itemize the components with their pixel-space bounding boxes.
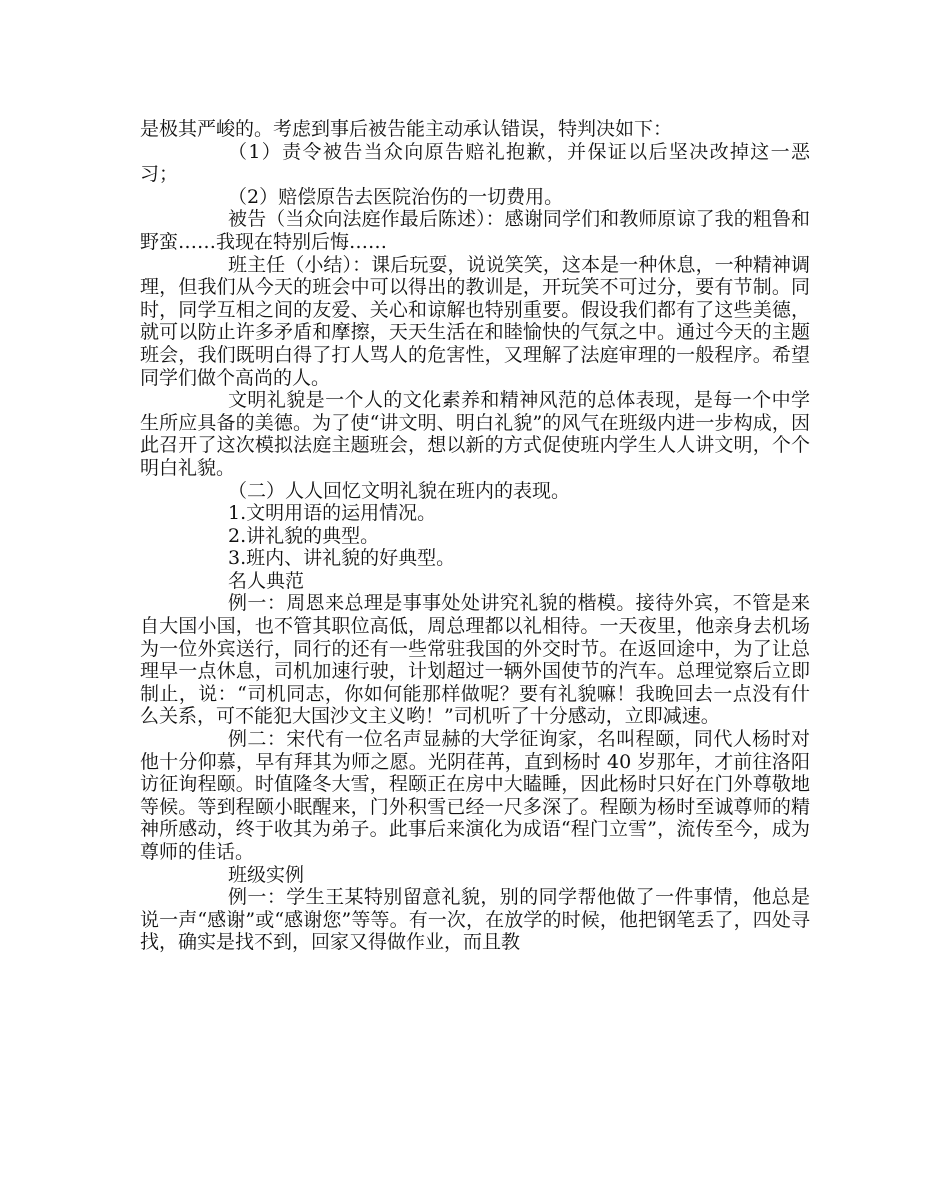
paragraph-teacher-summary: 班主任（小结）：课后玩耍，说说笑笑，这本是一种休息，一种精神调理，但我们从今天的班会中可以得出的教训是，开玩笑不可过分，要有节制。同时，同学互相之间的友爱、关心和谅解也特别重要。假设我们都有了这些美德，就可以防止许多矛盾和摩擦，天天生活在和睦愉快的气氛之中。通过今天的主题班会，我们既明白得了打人骂人的危害性，又理解了法庭审理的一般程序。希望同学们做个高尚的人。	[140, 253, 810, 389]
paragraph-ruling-2: （2）赔偿原告去医院治伤的一切费用。	[228, 185, 564, 208]
heading-class-examples: 班级实例	[228, 863, 305, 886]
paragraph-example-student-wang: 例一：学生王某特别留意礼貌，别的同学帮他做了一件事情，他总是说一声“感谢”或“感谢您”等等。有一次，在放学的时候，他把钢笔丢了，四处寻找，确实是找不到，回家又得做作业，而且教	[140, 886, 810, 954]
list-item: 1.文明用语的运用情况。	[228, 502, 437, 525]
paragraph-ruling-1: （1）责令被告当众向原告赔礼抱歉，并保证以后坚决改掉这一恶习；	[140, 140, 810, 186]
paragraph-judgment-intro: 是极其严峻的。考虑到事后被告能主动承认错误，特判决如下：	[140, 118, 673, 140]
paragraph-section-two-heading: （二）人人回忆文明礼貌在班内的表现。	[228, 479, 571, 502]
list-item: 2.讲礼貌的典型。	[228, 524, 380, 547]
heading-famous-examples: 名人典范	[228, 569, 305, 592]
paragraph-civility-purpose: 文明礼貌是一个人的文化素养和精神风范的总体表现，是每一个中学生所应具备的美德。为了使“讲文明、明白礼貌”的风气在班级内进一步构成，因此召开了这次模拟法庭主题班会，想以新的方式促使班内学生人人讲文明，个个明白礼貌。	[140, 389, 810, 479]
paragraph-defendant-statement: 被告（当众向法庭作最后陈述）：感谢同学们和教师原谅了我的粗鲁和野蛮……我现在特别后悔……	[140, 208, 810, 253]
list-item: 3.班内、讲礼貌的好典型。	[228, 547, 456, 570]
paragraph-example-zhou-enlai: 例一：周恩来总理是事事处处讲究礼貌的楷模。接待外宾，不管是来自大国小国，也不管其职位高低，周总理都以礼相待。一天夜里，他亲身去机场为一位外宾送行，同行的还有一些常驻我国的外交时节。在返回途中，为了让总理早一点休息，司机加速行驶，计划超过一辆外国使节的汽车。总理觉察后立即制止，说：“司机同志，你如何能那样做呢？要有礼貌嘛！我晚回去一点没有什么关系，可不能犯大国沙文主义哟！”司机听了十分感动，立即减速。	[140, 592, 810, 728]
paragraph-example-cheng-yi: 例二：宋代有一位名声显赫的大学征询家，名叫程颐，同代人杨时对他十分仰慕，早有拜其为师之愿。光阴荏苒，直到杨时 40 岁那年，才前往洛阳访征询程颐。时值隆冬大雪，程颐正在房中大瞌睡，因此杨时只好在门外尊敬地等候。等到程颐小眠醒来，门外积雪已经一尺多深了。程颐为杨时至诚尊师的精神所感动，终于收其为弟子。此事后来演化为成语“程门立雪”，流传至今，成为尊师的佳话。	[140, 728, 810, 863]
document-page	[140, 118, 810, 954]
